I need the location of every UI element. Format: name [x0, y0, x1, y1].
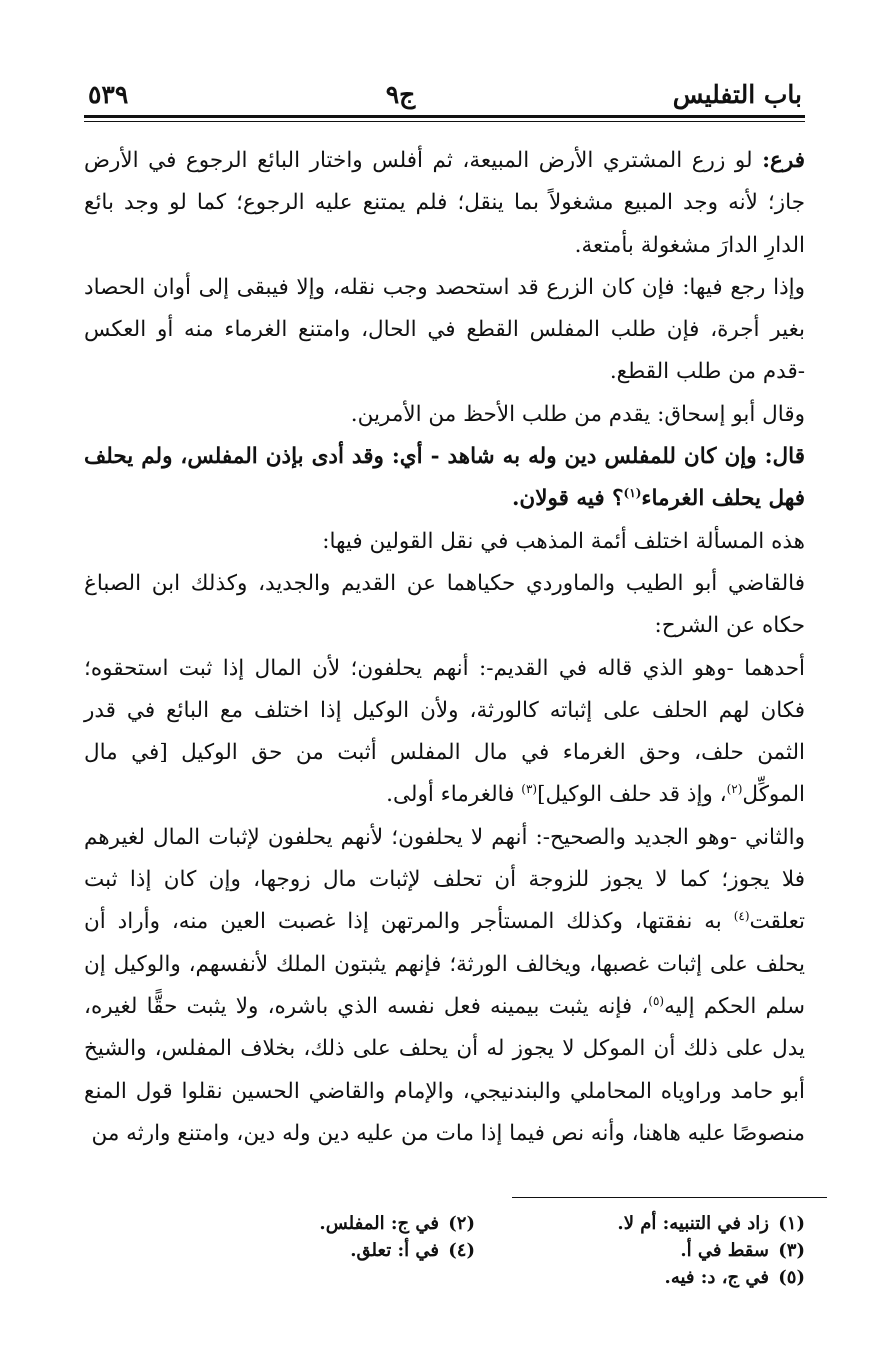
- page-number: ٥٣٩: [88, 79, 129, 109]
- paragraph-text: فالغرماء أولى.: [386, 782, 522, 808]
- paragraph-text: لو زرع المشتري الأرض المبيعة، ثم أفلس واختار البائع الرجوع في الأرض جاز؛ لأنه وجد المبيع مشغولاً بما ينقل؛ فلم يمتنع عليه الرجوع؛ كما لو وجد بائع الدارِ الدارَ مشغولة بأمتعة.: [84, 148, 805, 258]
- paragraph-text: أحدهما -وهو الذي قاله في القديم-: أنهم يحلفون؛ لأن المال إذا ثبت استحقوه؛ فكان لهم الحلف على إثباته كالورثة، ولأن الوكيل إذا اختلف مع البائع في قدر الثمن حلف، وحق الغرماء في مال المفلس أثبت من حق الوكيل [في مال الموكِّل: [84, 655, 805, 808]
- running-header: [88, 76, 802, 112]
- paragraph-lead: فرع:: [762, 148, 805, 173]
- paragraph-text: ، وإذ قد حلف الوكيل]: [537, 782, 727, 808]
- paragraph-disagreement: هذه المسألة اختلف أئمة المذهب في نقل القولين فيها:: [322, 528, 805, 554]
- footnote-item: [665, 1264, 805, 1291]
- volume-label: ج٩: [385, 79, 416, 109]
- footnote-text: في ج: المفلس.: [319, 1213, 439, 1234]
- footnote-item: [319, 1210, 475, 1237]
- paragraph-first-view: [84, 648, 805, 817]
- paragraph-return: وإذا رجع فيها: فإن كان الزرع قد استحصد وجب نقله، وإلا فيبقى إلى أوان الحصاد بغير أجرة، فإن طلب المفلس القطع في الحال، وامتنع الغرماء منه أو العكس -قدم من طلب القطع.: [84, 274, 805, 385]
- footnote-ref: (٤): [733, 909, 750, 924]
- chapter-title: باب التفليس: [672, 79, 802, 109]
- paragraph-text: والثاني -وهو الجديد والصحيح-: أنهم لا يحلفون؛ لأنهم يحلفون لإثبات المال لغيرهم فلا يجوز؛ كما لا يجوز للزوجة أن تحلف لإثبات مال زوجها، وإن كان إذا ثبت تعلقت: [84, 824, 805, 935]
- paragraph-abu-ishaq: وقال أبو إسحاق: يقدم من طلب الأحظ من الأمرين.: [350, 401, 805, 427]
- footnote-number: (١): [778, 1213, 805, 1234]
- paragraph-text: ، فإنه يثبت بيمينه فعل نفسه الذي باشره، ولا يثبت حقًّا لغيره، يدل على ذلك أن الموكل لا يجوز له أن يحلف على ذلك، بخلاف المفلس، والشيخ أبو حامد وراوياه المحاملي والبندنيجي، والإمام والقاضي الحسين نقلوا قول المنع منصوصًا عليه هاهنا، وأنه نص فيما إذا مات من عليه دين وله دين، وامتنع وارثه من: [84, 993, 805, 1146]
- paragraph-text: قال: وإن كان للمفلس دين وله به شاهد - أي: وقد أدى بإذن المفلس، ولم يحلف فهل يحلف الغرماء: [84, 444, 805, 512]
- footnote-number: (٢): [448, 1213, 475, 1234]
- paragraph-matn: [84, 436, 805, 521]
- paragraph-text: به نفقتها، وكذلك المستأجر والمرتهن إذا غصبت العين منه، وأراد أن يحلف على إثبات غصبها، ويخالف الورثة؛ فإنهم يثبتون الملك لأنفسهم، والوكيل إن سلم الحكم إليه: [84, 909, 806, 1019]
- footnote-ref: (٢): [726, 782, 743, 797]
- footnote-ref: (٣): [521, 782, 538, 797]
- footnote-text: زاد في التنبيه: أم لا.: [617, 1213, 769, 1234]
- footnote-text: في أ: تعلق.: [350, 1240, 439, 1261]
- footnote-text: سقط في أ.: [680, 1240, 769, 1261]
- paragraph-second-view: [84, 817, 805, 1155]
- footnote-ref: (٥): [648, 993, 665, 1008]
- footnote-rule: [512, 1197, 827, 1198]
- footnote-text: في ج، د: فيه.: [664, 1267, 769, 1288]
- footnote-number: (٣): [778, 1240, 805, 1261]
- footnote-item: [680, 1237, 805, 1264]
- footnote-item: [617, 1210, 805, 1237]
- header-rule-thick: [84, 115, 805, 118]
- header-rule-thin: [84, 121, 805, 122]
- paragraph-text: ؟ فيه قولان.: [511, 486, 624, 512]
- footnote-number: (٥): [778, 1267, 805, 1288]
- paragraph-qadi: فالقاضي أبو الطيب والماوردي حكياهما عن القديم والجديد، وكذلك ابن الصباغ حكاه عن الشرح:: [84, 570, 805, 639]
- paragraph-far: [84, 140, 805, 267]
- footnote-item: [350, 1237, 475, 1264]
- main-text: [84, 140, 805, 1155]
- footnote-ref: (١): [623, 486, 642, 501]
- footnote-number: (٤): [448, 1240, 475, 1261]
